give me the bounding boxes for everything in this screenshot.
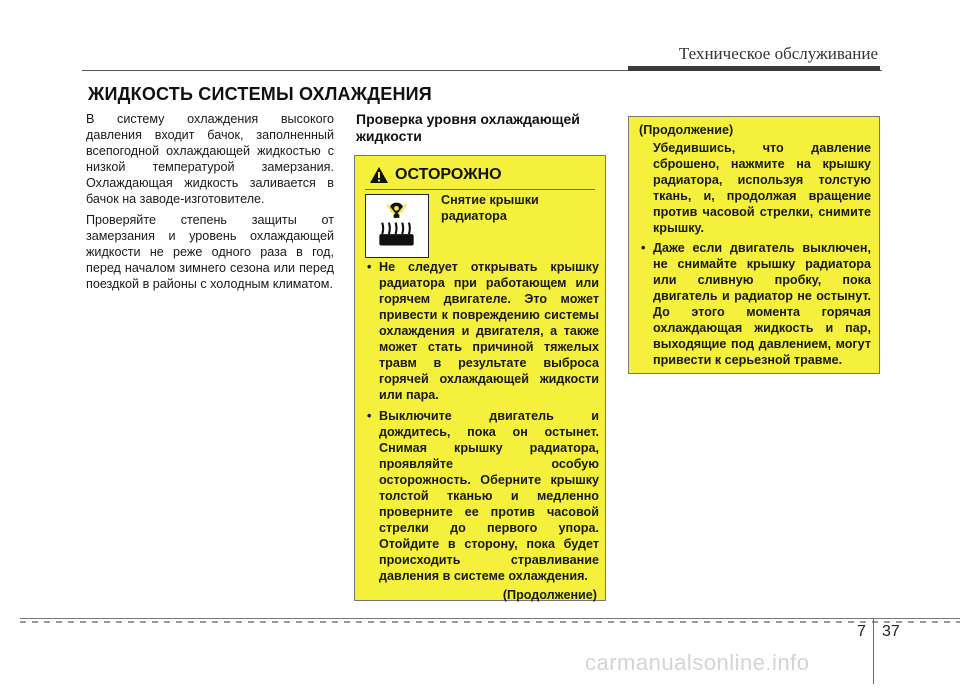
- warning-header: [369, 166, 502, 184]
- check-coolant-title: Проверка уровня охлаждающей жидкости: [356, 111, 580, 144]
- footer-dashed-rule: [20, 621, 960, 623]
- warning-triangle-icon: [369, 166, 389, 184]
- intro-paragraph-1: В систему охлаждения высокого давления входит бачок, заполненный всепогодной охлаждающей жидкостью с низкой температурой замерзания. Охлаждающая жидкость заливается в бачок на заводе-изготовителе.: [86, 112, 334, 206]
- continuation-label: (Продолжение): [639, 123, 734, 137]
- radiator-cap-caption: Снятие крышки радиатора: [441, 193, 539, 223]
- continuation-paragraph: Убедившись, что давление сброшено, нажмите на крышку радиатора, используя толстую ткань, и, продолжая вращение против часовой стрелки, снимите крышку.: [653, 141, 871, 235]
- continuation-box: [628, 116, 880, 374]
- warning-bullet-2: • Выключите двигатель и дождитесь, пока он остынет. Снимая крышку радиатора, проявляйте особую осторожность. Оберните крышку толстой тканью и медленно проверните ее против часовой стрелки до первого упора. Отойдите в сторону, пока будет происходить стравливание давления в системе охлаждения.: [365, 408, 599, 584]
- watermark: carmanualsonline.info: [585, 650, 810, 675]
- intro-column: [86, 111, 334, 297]
- continued-label: (Продолжение): [502, 588, 597, 602]
- footer-rule: [20, 618, 960, 619]
- radiator-cap-hot-icon: [365, 194, 429, 258]
- warning-divider: [365, 189, 595, 190]
- page-header-title: Техническое обслуживание: [678, 44, 878, 63]
- intro-paragraph-2: Проверяйте степень защиты от замерзания и уровень охлаждающей жидкости не реже одного раза в год, перед началом зимнего сезона или перед поездкой в районы с холодным климатом.: [86, 213, 334, 291]
- continuation-content: [639, 122, 871, 373]
- section-title: ЖИДКОСТЬ СИСТЕМЫ ОХЛАЖДЕНИЯ: [88, 84, 432, 104]
- header-accent-bar: [628, 66, 880, 71]
- warning-title: ОСТОРОЖНО: [395, 166, 502, 183]
- continuation-bullet: • Даже если двигатель выключен, не снимайте крышку радиатора или сливную пробку, пока двигатель и радиатор не остынут. До этого момента горячая охлаждающая жидкость и пар, выходящие под давлением, могут привести к серьезной травме.: [639, 240, 871, 368]
- warning-bullet-list: [365, 259, 599, 584]
- chapter-number: 7: [857, 623, 866, 640]
- warning-box: [354, 155, 606, 601]
- warning-body: [365, 259, 599, 603]
- warning-bullet-1: • Не следует открывать крышку радиатора при работающем или горячем двигателе. Это может привести к повреждению системы охлаждения и двигателя, а также может стать причиной тяжелых травм в результате выброса горячей охлаждающей жидкости или пара.: [365, 259, 599, 403]
- continuation-bullet-list: [639, 240, 871, 368]
- page-number-divider: [873, 618, 874, 684]
- page-number: 37: [882, 623, 900, 640]
